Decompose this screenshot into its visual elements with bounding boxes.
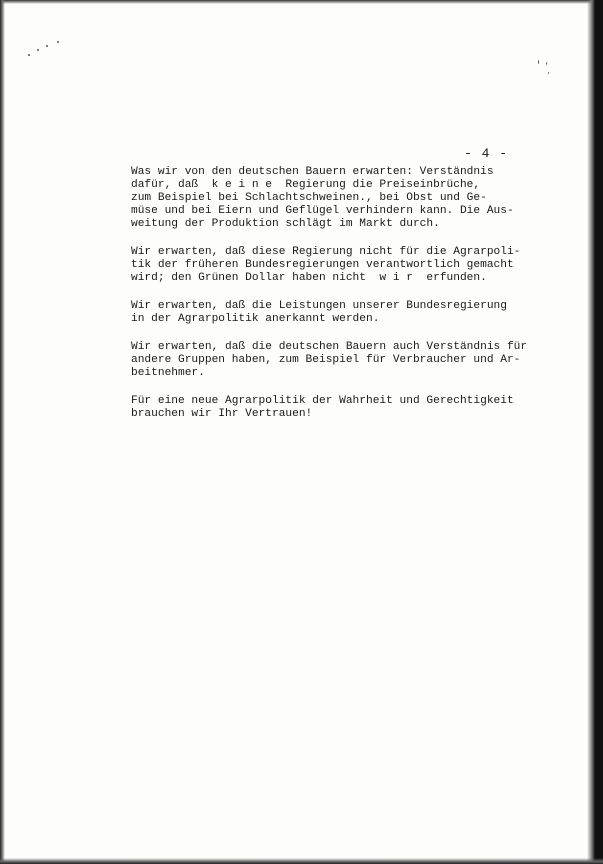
text-line: zum Beispiel bei Schlachtschweinen., bei Obst und Ge- xyxy=(131,192,487,204)
text-line: brauchen wir Ihr Vertrauen! xyxy=(131,408,313,420)
scan-speck xyxy=(548,72,549,74)
scan-speck xyxy=(46,45,48,47)
paragraph xyxy=(131,341,531,380)
text-line: dafür, daß k e i n e Regierung die Preiseinbrüche, xyxy=(131,179,481,191)
text-line: Für eine neue Agrarpolitik der Wahrheit und Gerechtigkeit xyxy=(131,395,514,407)
scan-speck xyxy=(57,41,59,43)
text-line: tik der früheren Bundesregierungen verantwortlich gemacht xyxy=(131,259,514,271)
paragraph xyxy=(131,395,531,421)
text-line: wird; den Grünen Dollar haben nicht w i r erfunden. xyxy=(131,272,487,284)
scan-edge-left xyxy=(0,0,5,864)
text-line: andere Gruppen haben, zum Beispiel für Verbraucher und Ar- xyxy=(131,354,521,366)
text-line: Was wir von den deutschen Bauern erwarten: Verständnis xyxy=(131,166,494,178)
scan-edge-top xyxy=(0,0,603,4)
paragraph xyxy=(131,166,531,231)
text-line: müse und bei Eiern und Geflügel verhindern kann. Die Aus- xyxy=(131,205,514,217)
text-line: Wir erwarten, daß die deutschen Bauern auch Verständnis für xyxy=(131,341,528,353)
scan-edge-right xyxy=(587,0,603,864)
scan-speck xyxy=(37,49,39,51)
paragraph xyxy=(131,246,531,285)
text-line: in der Agrarpolitik anerkannt werden. xyxy=(131,313,380,325)
text-line: beitnehmer. xyxy=(131,367,205,379)
scan-edge-bottom xyxy=(0,858,603,864)
text-line: weitung der Produktion schlägt im Markt durch. xyxy=(131,218,440,230)
text-line: Wir erwarten, daß diese Regierung nicht für die Agrarpoli- xyxy=(131,246,521,258)
paragraph xyxy=(131,300,531,326)
scan-speck xyxy=(546,62,547,65)
body-text xyxy=(131,166,531,436)
page-number: - 4 - xyxy=(464,146,509,161)
scan-speck xyxy=(28,54,30,56)
text-line: Wir erwarten, daß die Leistungen unserer Bundesregierung xyxy=(131,300,507,312)
scan-speck xyxy=(538,60,539,64)
